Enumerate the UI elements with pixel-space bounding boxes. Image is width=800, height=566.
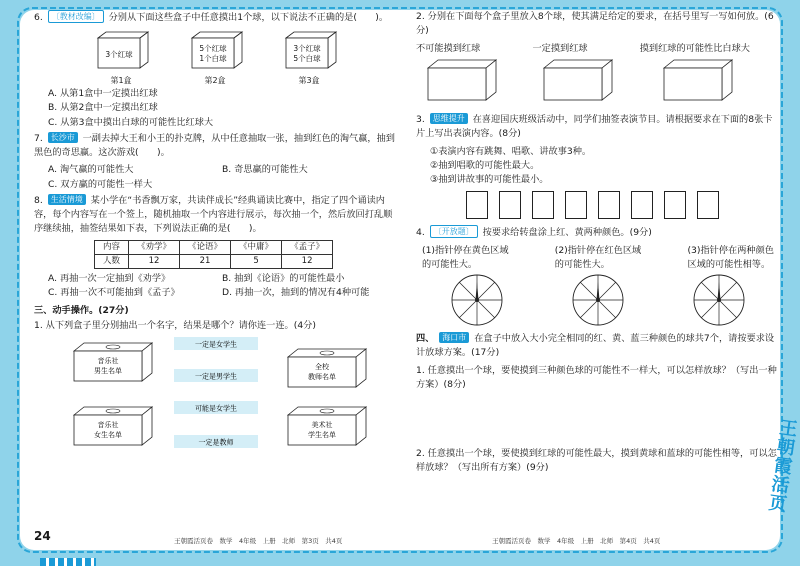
spinner-part: (3)指针停在两种颜色 区域的可能性相等。 [687, 244, 774, 270]
question-text: 在喜迎国庆班级活动中，同学们抽签表演节目。请根据要求在下面的8张卡片上写出表演内容。(8分) [416, 114, 773, 140]
option-a: A. 从第1盒中一定摸出红球 [48, 88, 158, 100]
brand-logo: 王朝霞活页 [767, 417, 799, 516]
box-text: 女生名单 [94, 430, 122, 439]
question-tag: 海口市 [439, 332, 469, 343]
options-row [34, 286, 396, 300]
blank-card[interactable] [598, 191, 620, 219]
name-box-right-1 [288, 349, 366, 387]
choice-label [174, 337, 258, 350]
box-text: 教师名单 [308, 372, 336, 381]
table-cell: 12 [282, 254, 333, 268]
box-requirement: 一定摸到红球 [532, 42, 588, 54]
page-footer: 王朝霞活页卷 数学 4年级 上册 北师 第4页 共4页 [492, 536, 661, 545]
answer-space[interactable] [416, 395, 780, 447]
cube-icon [92, 30, 150, 70]
box-figure [186, 30, 244, 87]
box-label-1: 5个红球 [199, 44, 227, 54]
box-text: 男生名单 [94, 366, 122, 375]
question-tag: 〔教材改编〕 [48, 10, 104, 23]
question-tag: 长沙市 [48, 132, 78, 143]
box-label-2: 1个白球 [199, 54, 227, 64]
question-6 [34, 10, 396, 25]
question-4 [416, 225, 780, 240]
left-page [34, 10, 396, 550]
question-7 [34, 132, 396, 161]
condition-item: ③抽到讲故事的可能性最小。 [430, 174, 549, 185]
name-box-right-2 [288, 407, 366, 445]
question-tag: 生活情境 [48, 194, 86, 205]
options-row [34, 163, 396, 177]
box-label-1: 3个红球 [105, 50, 133, 60]
question-number: 7. [34, 132, 43, 144]
table-cell: 人数 [95, 254, 129, 268]
table-cell: 《孟子》 [282, 240, 333, 254]
box-label-1: 3个红球 [293, 44, 321, 54]
svg-text:可能是女学生: 可能是女学生 [195, 404, 237, 413]
table-cell: 《论语》 [180, 240, 231, 254]
question-3 [416, 113, 780, 142]
option-a: A. 再抽一次一定抽到《劝学》 [48, 272, 171, 284]
question-text: 1. 任意摸出一个球，要使摸到三种颜色球的可能性不一样大，可以怎样放球？（写出一种方案）(8分) [416, 364, 777, 390]
question-number: 3. [416, 114, 425, 125]
cube-icon [186, 30, 244, 70]
choice-label [174, 435, 258, 448]
question-text: 分别从下面这些盒子中任意摸出1个球，以下说法不正确的是( )。 [108, 12, 389, 23]
blank-card[interactable] [532, 191, 554, 219]
table-cell: 21 [180, 254, 231, 268]
draw-results-table [94, 240, 333, 269]
card-row [416, 191, 780, 219]
box-figure [280, 30, 338, 87]
table-cell: 12 [129, 254, 180, 268]
blank-card[interactable] [565, 191, 587, 219]
question-number: 8. [34, 194, 43, 206]
table-cell: 《劝学》 [129, 240, 180, 254]
options-row [34, 272, 396, 286]
box-caption: 第3盒 [298, 75, 320, 85]
question-text: 一副去掉大王和小王的扑克牌，从中任意抽取一张，抽到红色的淘气赢，抽到黑色的奇思赢。这次游戏( )。 [34, 132, 395, 159]
matching-diagram [34, 333, 396, 453]
spinner-part: (1)指针停在黄色区域 的可能性大。 [422, 244, 509, 270]
name-box-left-2 [74, 407, 152, 445]
svg-text:一定是教师: 一定是教师 [198, 438, 234, 447]
spinner-part: (2)指针停在红色区域 的可能性大。 [554, 244, 642, 270]
box-text: 音乐社 [97, 356, 119, 365]
condition-item: ①表演内容有跳舞、唱歌、讲故事3种。 [430, 145, 592, 157]
table-cell: 内容 [95, 240, 129, 254]
table-row [95, 240, 333, 254]
question-number: 6. [34, 12, 43, 23]
table-cell: 《中庸》 [231, 240, 282, 254]
spinners-row [416, 272, 780, 328]
question-number: 4. [416, 227, 425, 239]
choice-label [174, 369, 258, 382]
empty-boxes-row [416, 56, 756, 104]
blank-card[interactable] [499, 191, 521, 219]
cube-icon [280, 30, 338, 70]
box-text: 音乐社 [97, 420, 119, 429]
page-number: 24 [34, 529, 51, 544]
blank-card[interactable] [466, 191, 488, 219]
spinner-wheel[interactable] [449, 272, 505, 328]
box-figure [92, 30, 150, 87]
empty-box [664, 60, 732, 100]
name-box-left-1 [74, 343, 152, 381]
option-c: C. 双方赢的可能性一样大 [48, 178, 153, 190]
option-d: D. 再抽一次，抽到的情况有4种可能 [222, 287, 370, 299]
question-8 [34, 194, 396, 237]
option-b: B. 奇思赢的可能性大 [222, 164, 308, 176]
decorative-stripe [40, 558, 96, 566]
question-text: 1. 从下列盒子里分别抽出一个名字，结果是哪个？请你连一连。(4分) [34, 319, 316, 331]
section-prefix: 四、 [416, 333, 435, 344]
blank-card[interactable] [697, 191, 719, 219]
question-text: 按要求给转盘涂上红、黄两种颜色。(9分) [482, 227, 652, 239]
section-title: 三、动手操作。(27分) [34, 305, 129, 317]
section-4 [416, 332, 780, 361]
question-2: 2. 分别在下面每个盒子里放入8个球，使其满足给定的要求，在括号里写一写如何放。(6分) [416, 11, 774, 37]
option-b: B. 从第2盒中一定摸出红球 [48, 102, 158, 114]
table-cell: 5 [231, 254, 282, 268]
box-caption: 第1盒 [110, 75, 132, 85]
question-text: 在盒子中放入大小完全相同的红、黄、蓝三种颜色的球共7个，请按要求设计放球方案。(17分) [416, 333, 775, 359]
box-text: 学生名单 [308, 430, 336, 439]
spinner-parts [416, 244, 780, 273]
page-footer: 王朝霞活页卷 数学 4年级 上册 北师 第3页 共4页 [174, 536, 343, 545]
box-labels-row [416, 42, 780, 56]
question-text: 2. 任意摸出一个球，要使摸到红球的可能性最大，摸到黄球和蓝球的可能性相等，可以怎样放球？（写出所有方案）(9分) [416, 448, 777, 474]
right-page [416, 10, 780, 550]
box-label-2: 5个白球 [293, 54, 321, 64]
option-b: B. 抽到《论语》的可能性最小 [222, 272, 345, 284]
blank-card[interactable] [664, 191, 686, 219]
svg-text:一定是女学生: 一定是女学生 [195, 340, 237, 349]
option-c: C. 从第3盒中摸出白球的可能性比红球大 [48, 116, 214, 128]
box-text: 美术社 [311, 420, 333, 429]
question-text: 某小学在“书香飘万家，共读伴成长”经典诵读比赛中，指定了四个诵读内容，每个内容写在一个签上，随机抽取一个内容进行展示，每次抽一个，然后放回打乱顺序继续抽，抽签结果如下表，下列说法正确的是( )。 [34, 194, 393, 235]
box-caption: 第2盒 [204, 75, 226, 85]
blank-card[interactable] [631, 191, 653, 219]
empty-box [544, 60, 612, 100]
box-requirement: 摸到红球的可能性比白球大 [639, 42, 750, 54]
question-tag: 〔开放题〕 [430, 225, 478, 238]
choice-label [174, 401, 258, 414]
table-row [95, 254, 333, 268]
spinner-wheel[interactable] [691, 272, 747, 328]
box-text: 全校 [315, 362, 329, 371]
svg-text:一定是男学生: 一定是男学生 [195, 372, 237, 381]
option-c: C. 再抽一次不可能抽到《孟子》 [48, 287, 180, 299]
box-requirement: 不可能摸到红球 [416, 42, 481, 54]
question-tag: 思维提升 [430, 113, 468, 124]
option-a: A. 淘气赢的可能性大 [48, 164, 134, 176]
ball-boxes-row [34, 28, 396, 87]
condition-item: ②抽到唱歌的可能性最大。 [430, 159, 540, 171]
empty-box [428, 60, 496, 100]
spinner-wheel[interactable] [570, 272, 626, 328]
